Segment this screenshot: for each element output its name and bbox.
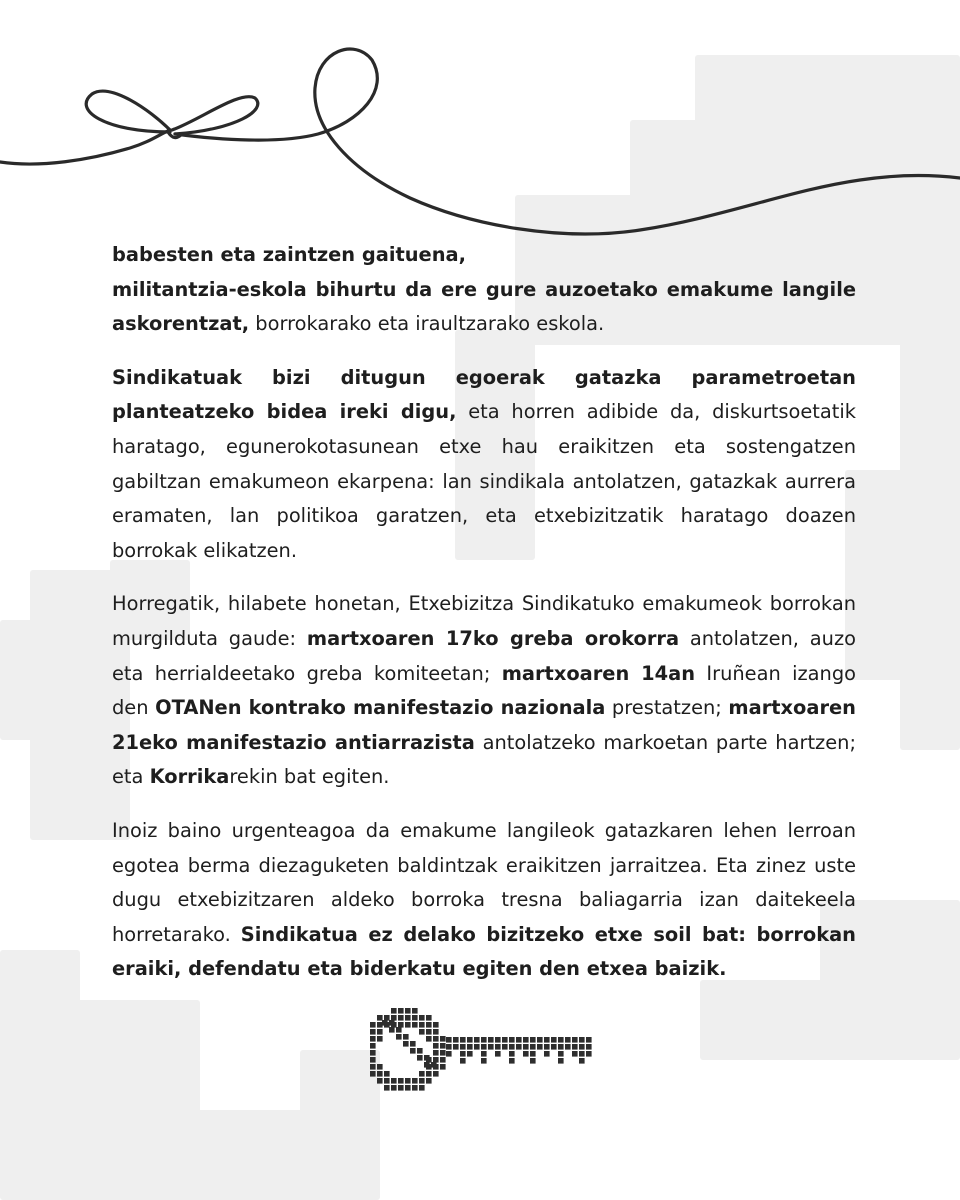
key-pixel [537,1044,543,1050]
key-pixel [509,1051,515,1057]
key-pixel [467,1051,473,1057]
key-pixel [424,1062,430,1068]
text-bold: militantzia-eskola bihurtu da ere gure auzoetako emakume langile askorentzat, [112,277,856,336]
key-pixel [558,1058,564,1064]
key-pixel [502,1044,508,1050]
key-pixel [453,1037,459,1043]
key-pixel [523,1051,529,1057]
key-pixel [384,1071,390,1077]
key-pixel [431,1062,437,1068]
key-pixel [405,1022,411,1028]
key-pixel [495,1044,501,1050]
key-pixel [398,1022,404,1028]
key-pixel [412,1008,418,1014]
text-regular: antolatzen, auzo eta herrialdeetako greba komiteetan; [112,626,856,685]
text-regular: rekin bat egiten. [229,765,390,789]
key-pixel [523,1037,529,1043]
key-pixel [419,1071,425,1077]
key-pixel [509,1058,515,1064]
key-pixel [426,1029,432,1035]
key-pixel [523,1044,529,1050]
key-pixel [433,1029,439,1035]
key-pixel [572,1051,578,1057]
key-pixel [440,1036,446,1042]
pixel-key-icon [366,1006,594,1096]
text-bold: martxoaren 21eko manifestazio antiarrazista [112,696,856,754]
key-pixel [384,1078,390,1084]
key-pixel [579,1051,585,1057]
key-pixel [467,1037,473,1043]
article-body [112,238,856,1006]
key-pixel [426,1078,432,1084]
key-pixel [417,1055,423,1061]
key-pixel [389,1020,395,1026]
text-bold: martxoaren 17ko greba orokorra [306,626,680,650]
key-pixel [481,1044,487,1050]
key-pixel [391,1085,397,1091]
key-pixel [377,1064,383,1070]
key-pixel [419,1029,425,1035]
key-pixel [572,1037,578,1043]
key-pixel [586,1044,592,1050]
key-pixel [370,1036,376,1042]
key-pixel [377,1022,383,1028]
key-pixel [565,1044,571,1050]
key-pixel [384,1085,390,1091]
key-pixel [424,1055,430,1061]
key-pixel [446,1037,452,1043]
text-regular: eta horren adibide da, diskurtsoetatik haratago, egunerokotasunean etxe hau eraikitzen eta sostengatzen gabiltzan emakumeon ekarpena: lan sindikala antolatzen, gatazkak aurrera eramaten, lan politikoa garatzen, eta etxebizitzatik haratago doazen borrokak elikatzen. [112,400,856,562]
key-pixel [370,1050,376,1056]
key-pixel [377,1078,383,1084]
text-regular: prestatzen; [605,696,729,720]
key-pixel [389,1027,395,1033]
key-pixel [405,1015,411,1021]
key-pixel [382,1020,388,1026]
key-pixel [460,1037,466,1043]
key-pixel [377,1036,383,1042]
key-pixel [537,1037,543,1043]
key-pixel [488,1044,494,1050]
key-pixel [412,1085,418,1091]
key-pixel [405,1008,411,1014]
key-pixel [474,1037,480,1043]
key-pixel [509,1044,515,1050]
key-pixel [579,1037,585,1043]
key-pixel [398,1008,404,1014]
key-pixel [440,1050,446,1056]
key-pixel [544,1037,550,1043]
key-pixel [446,1044,452,1050]
key-pixel [412,1015,418,1021]
key-pixel [516,1037,522,1043]
key-pixel [398,1015,404,1021]
key-pixel [516,1044,522,1050]
key-pixel [586,1051,592,1057]
key-pixel [481,1051,487,1057]
key-pixel [419,1015,425,1021]
key-pixel [544,1051,550,1057]
key-pixel [509,1037,515,1043]
key-pixel [530,1044,536,1050]
key-pixel [391,1015,397,1021]
key-pixel [419,1078,425,1084]
key-pixel [426,1036,432,1042]
text-regular: Inoiz baino urgenteagoa da emakume langileok gatazkaren lehen lerroan egotea berma diezaguketen baldintzak eraikitzen jarraitzea. Eta zinez uste dugu etxebizitzaren aldeko borroka tresna baliagarria izan daitekeela horretarako. [112,818,856,946]
text-bold: Sindikatuak bizi ditugun egoerak gatazka parametroetan planteatzeko bidea ireki digu, [112,365,856,424]
key-pixel [558,1037,564,1043]
key-pixel [460,1058,466,1064]
key-pixel [370,1071,376,1077]
key-pixel [551,1037,557,1043]
key-pixel [481,1037,487,1043]
key-pixel [370,1043,376,1049]
key-pixel [412,1022,418,1028]
key-pixel [495,1037,501,1043]
key-pixel [398,1078,404,1084]
key-pixel [391,1008,397,1014]
key-pixel [433,1043,439,1049]
key-pixel [377,1029,383,1035]
key-pixel [502,1037,508,1043]
key-pixel [419,1022,425,1028]
key-pixel [398,1085,404,1091]
key-pixel [396,1027,402,1033]
text-regular: antolatzeko markoetan parte hartzen; eta [112,730,856,789]
key-pixel [530,1037,536,1043]
key-pixel [579,1058,585,1064]
key-pixel [558,1051,564,1057]
key-pixel [481,1058,487,1064]
paragraph [112,361,856,569]
key-pixel [433,1050,439,1056]
text-bold: Sindikatua ez delako bizitzeko etxe soil bat: borrokan eraiki, defendatu eta biderkatu egiten den etxea baizik. [112,922,856,981]
key-pixel [403,1034,409,1040]
key-pixel [391,1078,397,1084]
key-pixel [403,1041,409,1047]
key-pixel [495,1051,501,1057]
key-pixel [419,1085,425,1091]
key-pixel [405,1085,411,1091]
key-pixel [412,1078,418,1084]
key-pixel [370,1029,376,1035]
text-bold: babesten eta zaintzen gaituena, [112,243,466,266]
key-pixel [565,1037,571,1043]
key-pixel [426,1022,432,1028]
key-pixel [440,1043,446,1049]
key-pixel [426,1015,432,1021]
key-pixel [530,1051,536,1057]
key-pixel [384,1015,390,1021]
key-pixel [377,1071,383,1077]
key-pixel [544,1044,550,1050]
text-bold: martxoaren 14an [501,661,696,685]
text-regular: borrokarako eta iraultzarako eskola. [249,312,605,336]
key-pixel [446,1051,452,1057]
key-pixel [440,1064,446,1070]
text-regular: Iruñean izango den [112,661,857,720]
key-pixel [586,1037,592,1043]
key-pixel [433,1022,439,1028]
paragraph [112,587,856,795]
key-pixel [426,1071,432,1077]
key-pixel [460,1044,466,1050]
key-pixel [488,1037,494,1043]
key-pixel [370,1057,376,1063]
text-bold: Korrika [149,765,230,789]
key-pixel [433,1057,439,1063]
key-pixel [410,1041,416,1047]
key-pixel [467,1044,473,1050]
text-bold: OTANen kontrako manifestazio nazionala [155,696,606,720]
key-pixel [572,1044,578,1050]
text-regular: Horregatik, hilabete honetan, Etxebizitza Sindikatuko emakumeok borrokan murgilduta gaude: [112,592,856,650]
key-pixel [433,1071,439,1077]
key-pixel [433,1036,439,1042]
key-pixel [460,1051,466,1057]
paragraph [112,814,856,987]
key-pixel [405,1078,411,1084]
key-pixel [474,1044,480,1050]
key-pixel [579,1044,585,1050]
key-pixel [453,1044,459,1050]
key-pixel [551,1044,557,1050]
key-pixel [530,1058,536,1064]
key-pixel [410,1048,416,1054]
key-pixel [377,1015,383,1021]
key-pixel [440,1057,446,1063]
key-pixel [370,1064,376,1070]
key-pixel [417,1048,423,1054]
key-pixel [558,1044,564,1050]
string-bow-icon [0,30,960,240]
key-pixel [370,1022,376,1028]
paragraph [112,238,856,342]
key-pixel [396,1034,402,1040]
